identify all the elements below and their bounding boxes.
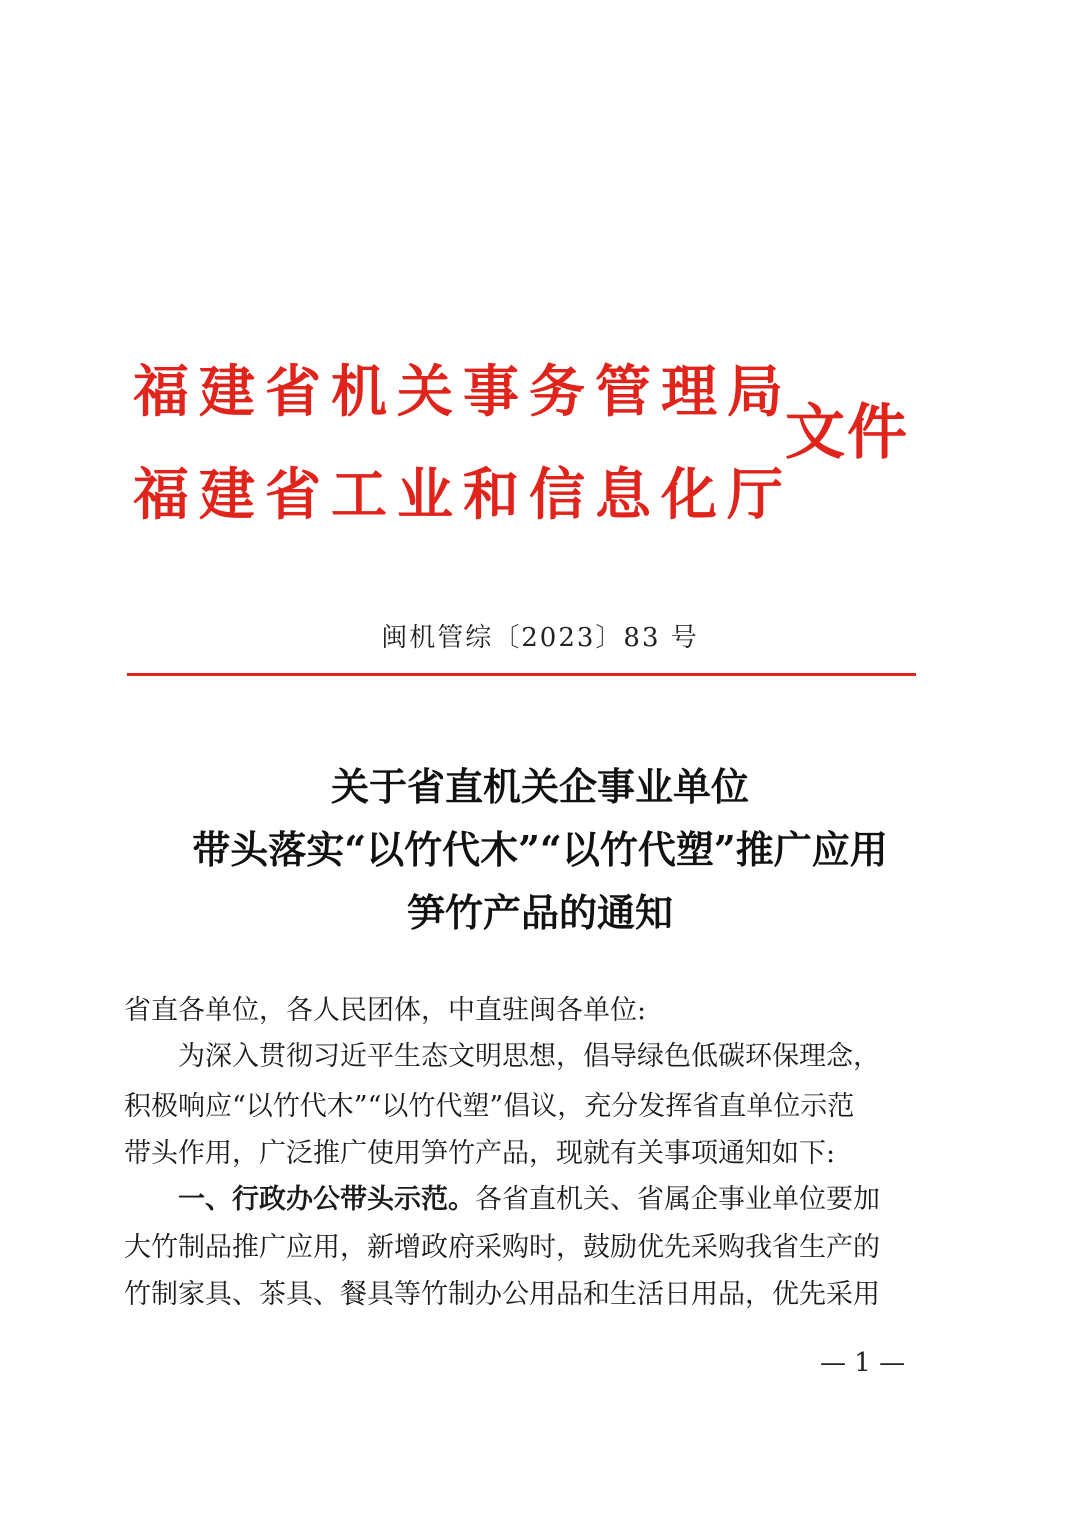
title-line-1: 关于省直机关企事业单位 <box>330 764 749 809</box>
paragraph-1-line: 积极响应“以竹代木”“以竹代塑”倡议，充分发挥省直单位示范 <box>124 1091 855 1122</box>
title-line-3: 笋竹产品的通知 <box>406 890 673 935</box>
title-line-2: 带头落实“以竹代木”“以竹代塑”推广应用 <box>192 827 888 872</box>
issuer-name-1: 福建省机关事务管理局 <box>133 359 793 425</box>
document-title <box>100 755 980 944</box>
paragraph-1-line: 为深入贯彻习近平生态文明思想，倡导绿色低碳环保理念， <box>178 1041 880 1072</box>
issuer-name-2: 福建省工业和信息化厅 <box>133 462 793 528</box>
section-heading: 一、行政办公带头示范。 <box>178 1184 475 1215</box>
page-number: — 1 — <box>820 1348 906 1378</box>
salutation: 省直各单位，各人民团体，中直驻闽各单位: <box>124 995 647 1026</box>
paragraph-2-line: 竹制家具、茶具、餐具等竹制办公用品和生活日用品，优先采用 <box>124 1279 880 1310</box>
paragraph-2-line <box>178 1186 988 1213</box>
paragraph-1-line: 带头作用，广泛推广使用笋竹产品，现就有关事项通知如下: <box>124 1138 836 1169</box>
paragraph-2-line: 大竹制品推广应用，新增政府采购时，鼓励优先采购我省生产的 <box>124 1232 880 1263</box>
red-divider <box>127 673 916 676</box>
paragraph-2-text: 各省直机关、省属企事业单位要加 <box>475 1184 880 1215</box>
issuer-suffix: 文件 <box>785 398 909 468</box>
document-number: 闽机管综〔2023〕83 号 <box>381 623 699 653</box>
